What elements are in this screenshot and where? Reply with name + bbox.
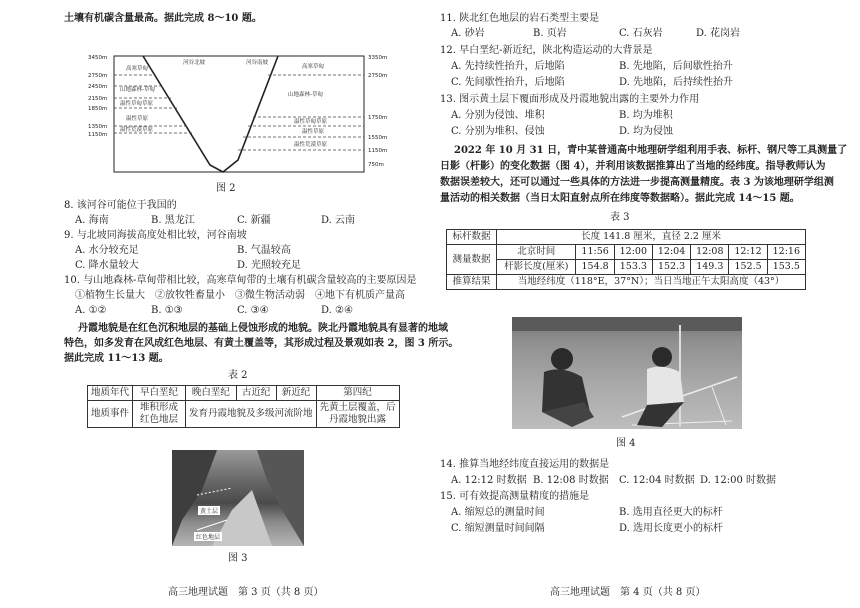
table-cell: 12:00 [614, 245, 652, 260]
q14-option-a[interactable]: A. 12:12 时数据 [451, 475, 527, 486]
left-tick: 2750m [88, 73, 108, 79]
right-tick: 1750m [368, 115, 388, 121]
q8-stem: 8. 该河谷可能位于我国的 [64, 200, 177, 211]
table-header: 地质年代 [88, 386, 133, 401]
table-row-label: 地质事件 [88, 401, 133, 428]
table-cell: 当地经纬度（118°E，37°N）；当日当地正午太阳高度（43°） [497, 275, 806, 290]
table-cell: 11:56 [576, 245, 614, 260]
q12-stem: 12. 早白垩纪-新近纪，陕北构造运动的大背景是 [440, 45, 653, 56]
left-zone: 温性荒漠草原 [120, 127, 154, 133]
left-zone: 温性草甸草原 [120, 101, 154, 107]
q9-option-a[interactable]: A. 水分较充足 [75, 245, 139, 256]
q8-option-b[interactable]: B. 黑龙江 [151, 215, 195, 226]
q15-option-b[interactable]: B. 选用直径更大的标杆 [619, 507, 723, 518]
left-tick: 1150m [88, 132, 108, 138]
table-row-label: 推算结果 [447, 275, 497, 290]
q10-option-b[interactable]: B. ①③ [151, 305, 183, 316]
page-footer: 高三地理试题 第 3 页（共 8 页） [168, 587, 324, 598]
left-zone: 温性草原 [126, 116, 149, 122]
q9-option-c[interactable]: C. 降水量较大 [75, 260, 139, 271]
q13-option-c[interactable]: C. 分别为堆积、侵蚀 [451, 126, 545, 137]
figure-4-photo [512, 317, 742, 429]
q12-option-b[interactable]: B. 先地陷，后间歇性抬升 [619, 61, 733, 72]
table-header: 晚白垩纪 [186, 386, 237, 401]
q8-option-d[interactable]: D. 云南 [321, 215, 356, 226]
passage2-line: 据此完成 11～13 题。 [64, 353, 169, 364]
q14-option-b[interactable]: B. 12:08 时数据 [533, 475, 609, 486]
left-tick: 3450m [88, 55, 108, 61]
right-zone: 山地森林-草甸 [288, 92, 323, 98]
table-cell: 149.3 [691, 260, 729, 275]
q14-option-c[interactable]: C. 12:04 时数据 [619, 475, 695, 486]
q9-option-d[interactable]: D. 光照较充足 [237, 260, 302, 271]
q8-option-a[interactable]: A. 海南 [75, 215, 109, 226]
q13-option-b[interactable]: B. 均为堆积 [619, 110, 673, 121]
q9-stem: 9. 与北坡同海拔高度处相比较，河谷南坡 [64, 230, 247, 241]
table-row-label: 标杆数据 [447, 230, 497, 245]
table-2-title: 表 2 [228, 370, 248, 381]
table-3 [446, 229, 806, 290]
right-tick: 750m [368, 162, 384, 168]
passage3-line: 日影（杆影）的变化数据（图 4），并利用该数据推算出了当地的经纬度。指导教师认为 [440, 161, 826, 172]
passage3-line: 2022 年 10 月 31 日，青中某普通高中地理研学组利用手表、标杆、钢尺等工具测量了 [454, 145, 848, 156]
table-cell: 153.5 [767, 260, 805, 275]
passage2-line: 丹霞地貌是在红色沉积地层的基础上侵蚀形成的地貌。陕北丹霞地貌具有显著的地域 [78, 323, 448, 334]
table-row [447, 275, 806, 290]
fig3-label-loess: 黄土层 [200, 508, 219, 515]
figure-3-caption: 图 3 [228, 553, 248, 564]
table-row [447, 260, 806, 275]
q11-option-c[interactable]: C. 石灰岩 [619, 28, 663, 39]
figure-3-photo [172, 450, 304, 546]
table-cell: 12:08 [691, 245, 729, 260]
table-header: 新近纪 [276, 386, 316, 401]
q10-option-c[interactable]: C. ③④ [237, 305, 269, 316]
right-tick: 1150m [368, 148, 388, 154]
q10-option-a[interactable]: A. ①② [75, 305, 107, 316]
q11-option-b[interactable]: B. 页岩 [533, 28, 567, 39]
table-cell: 12:16 [767, 245, 805, 260]
q12-option-a[interactable]: A. 先持续性抬升，后地陷 [451, 61, 565, 72]
q13-stem: 13. 图示黄土层下覆面形成及丹霞地貌出露的主要外力作用 [440, 94, 700, 105]
q10-items: ①植物生长量大 ②放牧牲畜量小 ③微生物活动弱 ④地下有机质产量高 [75, 290, 405, 301]
left-zone: 山地森林-草甸 [120, 87, 155, 93]
q11-option-a[interactable]: A. 砂岩 [451, 28, 485, 39]
table-cell: 先黄土层覆盖，后丹霞地貌出露 [316, 401, 399, 428]
table-cell: 154.8 [576, 260, 614, 275]
table-cell: 153.3 [614, 260, 652, 275]
left-tick: 2150m [88, 96, 108, 102]
q10-stem: 10. 与山地森林-草甸带相比较，高寒草甸带的土壤有机碳含量较高的主要原因是 [64, 275, 417, 286]
passage3-line: 数据误差较大，还可以通过一些具体的方法进一步提高测量精度。表 3 为该地理研学组测 [440, 177, 834, 188]
q15-option-a[interactable]: A. 缩短总的测量时间 [451, 507, 545, 518]
left-zone: 高寒草甸 [126, 66, 149, 72]
table-2 [87, 385, 400, 428]
left-tick: 1850m [88, 106, 108, 112]
q12-option-d[interactable]: D. 先地陷，后持续性抬升 [619, 77, 734, 88]
right-tick: 2750m [368, 73, 388, 79]
q11-option-d[interactable]: D. 花岗岩 [696, 28, 741, 39]
left-tick: 1350m [88, 124, 108, 130]
q9-option-b[interactable]: B. 气温较高 [237, 245, 291, 256]
right-zone: 高寒草甸 [302, 64, 325, 70]
table-header: 早白垩纪 [133, 386, 186, 401]
south-slope-label: 河谷南坡 [246, 60, 269, 66]
intro-tail: 土壤有机碳含量最高。据此完成 8～10 题。 [64, 13, 262, 24]
table-cell: 杆影长度(厘米) [497, 260, 576, 275]
table-3-title: 表 3 [610, 212, 630, 223]
q8-option-c[interactable]: C. 新疆 [237, 215, 271, 226]
q14-stem: 14. 推算当地经纬度直接运用的数据是 [440, 459, 610, 470]
page-footer: 高三地理试题 第 4 页（共 8 页） [550, 587, 706, 598]
passage3-line: 量活动的相关数据（当日太阳直射点所在纬度等数据略）。据此完成 14～15 题。 [440, 193, 800, 204]
table-header: 古近纪 [236, 386, 276, 401]
passage2-line: 特色，如多发育在风成红色地层、有黄土覆盖等，其形成过程及景观如表 2，图 3 所示。 [64, 338, 459, 349]
right-zone: 温性草原 [302, 129, 325, 135]
figure-2-valley-diagram [88, 50, 408, 180]
right-zone: 温性草甸草原 [294, 119, 328, 125]
table-header: 第四纪 [316, 386, 399, 401]
q11-stem: 11. 陕北红色地层的岩石类型主要是 [440, 13, 600, 24]
table-cell: 北京时间 [497, 245, 576, 260]
right-tick: 3350m [368, 55, 388, 61]
table-cell: 12:04 [652, 245, 690, 260]
table-row [447, 230, 806, 245]
q15-option-c[interactable]: C. 缩短测量时间间隔 [451, 523, 545, 534]
q13-option-a[interactable]: A. 分别为侵蚀、堆积 [451, 110, 545, 121]
table-row-label: 测量数据 [447, 245, 497, 275]
table-row [447, 245, 806, 260]
figure-2-caption: 图 2 [216, 183, 236, 194]
q13-option-d[interactable]: D. 均为侵蚀 [619, 126, 674, 137]
table-cell: 152.5 [729, 260, 767, 275]
q15-option-d[interactable]: D. 选用长度更小的标杆 [619, 523, 724, 534]
right-zone: 温性荒漠草原 [294, 142, 328, 148]
table-row [88, 401, 400, 428]
table-cell: 发育丹霞地貌及多级河流阶地 [186, 401, 317, 428]
table-cell: 堆积形成红色地层 [133, 401, 186, 428]
north-slope-label: 河谷北坡 [183, 60, 206, 66]
right-tick: 1550m [368, 135, 388, 141]
q12-option-c[interactable]: C. 先间歇性抬升，后地陷 [451, 77, 565, 88]
left-tick: 2450m [88, 84, 108, 90]
q14-option-d[interactable]: D. 12:00 时数据 [700, 475, 777, 486]
q15-stem: 15. 可有效提高测量精度的措施是 [440, 491, 590, 502]
table-row [88, 386, 400, 401]
table-cell: 12:12 [729, 245, 767, 260]
table-cell: 长度 141.8 厘米，直径 2.2 厘米 [497, 230, 806, 245]
q10-option-d[interactable]: D. ②④ [321, 305, 353, 316]
figure-4-caption: 图 4 [616, 438, 636, 449]
fig3-label-red: 红色地层 [196, 534, 221, 541]
table-cell: 152.3 [652, 260, 690, 275]
